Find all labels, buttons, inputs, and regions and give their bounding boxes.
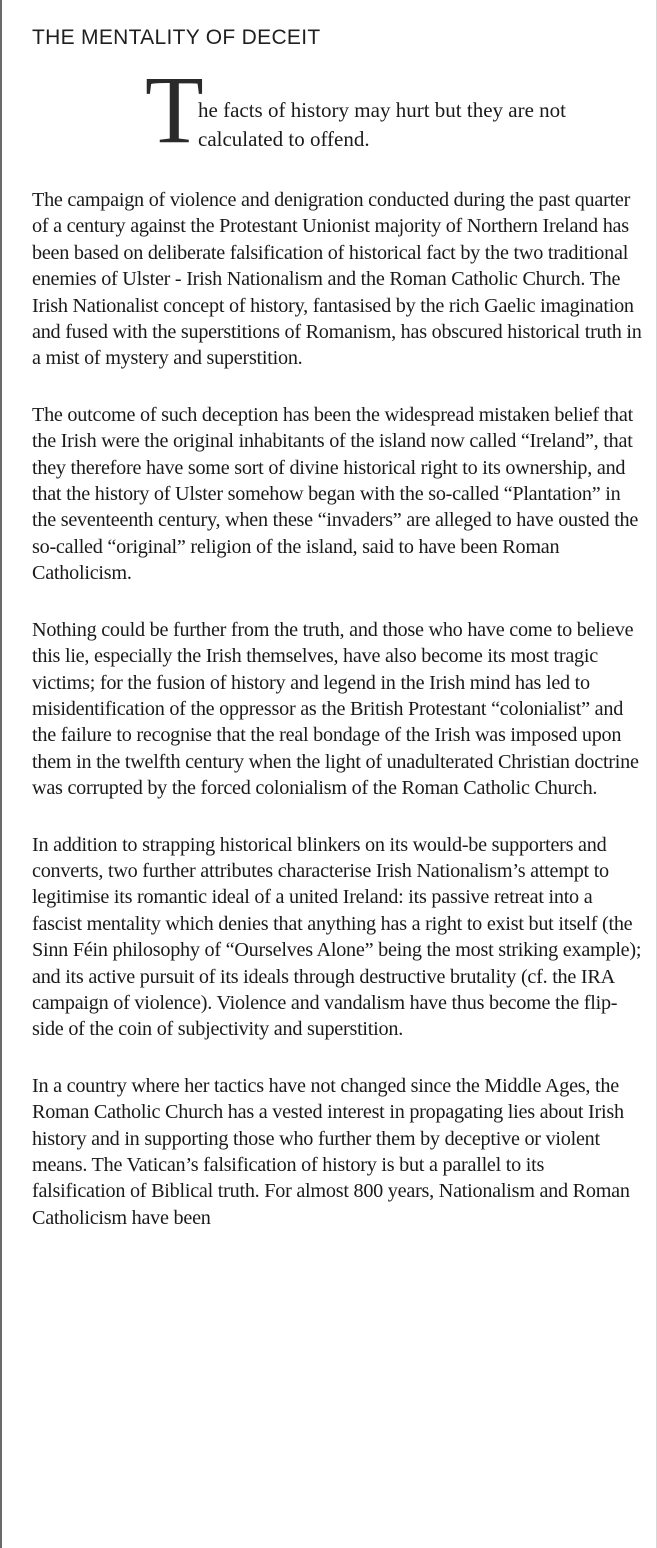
lead-text: he facts of history may hurt but they are not calculated to offend. — [198, 98, 566, 151]
lead-quote — [145, 56, 625, 163]
page-title: THE MENTALITY OF DECEIT — [32, 26, 321, 49]
paragraph-1: The campaign of violence and denigration conducted during the past quarter of a century against the Protestant Unionist majority of Northern Ireland has been based on deliberate falsification of historical fact by the two traditional enemies of Ulster - Irish Nationalism and the Roman Catholic Church. The Irish Nationalist concept of history, fantasised by the rich Gaelic imagination and fused with the superstitions of Romanism, has obscured historical truth in a mist of mystery and superstition. — [32, 189, 642, 370]
paragraph-5: In a country where her tactics have not changed since the Middle Ages, the Roman Catholic Church has a vested interest in propagating lies about Irish history and in supporting those who further them by deceptive or violent means. The Vatican’s falsification of history is but a parallel to its falsification of Biblical truth. For almost 800 years, Nationalism and Roman Catholicism have been — [32, 1074, 630, 1229]
drop-cap: T — [145, 56, 204, 163]
paragraph-3: Nothing could be further from the truth, and those who have come to believe this lie, especially the Irish themselves, have also become its most tragic victims; for the fusion of history and legend in the Irish mind has led to misidentification of the oppressor as the British Protestant “colonialist” and the failure to recognise that the real bondage of the Irish was imposed upon them in the twelfth century when the light of unadulterated Christian doctrine was corrupted by the forced colonialism of the Roman Catholic Church. — [32, 618, 639, 800]
paragraph-4: In addition to strapping historical blinkers on its would-be supporters and converts, two further attributes characterise Irish Nationalism’s attempt to legitimise its romantic ideal of a united Ireland: its passive retreat into a fascist mentality which denies that anything has a right to exist but itself (the Sinn Féin philosophy of “Ourselves Alone” being the most striking example); and its active pursuit of its ideals through destructive brutality (cf. the IRA campaign of violence). Violence and vandalism have thus become the flip-side of the coin of subjectivity and superstition. — [32, 833, 642, 1041]
body-text — [32, 187, 642, 1261]
paragraph-2: The outcome of such deception has been the widespread mistaken belief that the Irish were the original inhabitants of the island now called “Ireland”, that they therefore have some sort of divine historical right to its ownership, and that the history of Ulster somehow began with the so-called “Plantation” in the seventeenth century, when these “invaders” are alleged to have ousted the so-called “original” religion of the island, said to have been Roman Catholicism. — [32, 403, 639, 585]
